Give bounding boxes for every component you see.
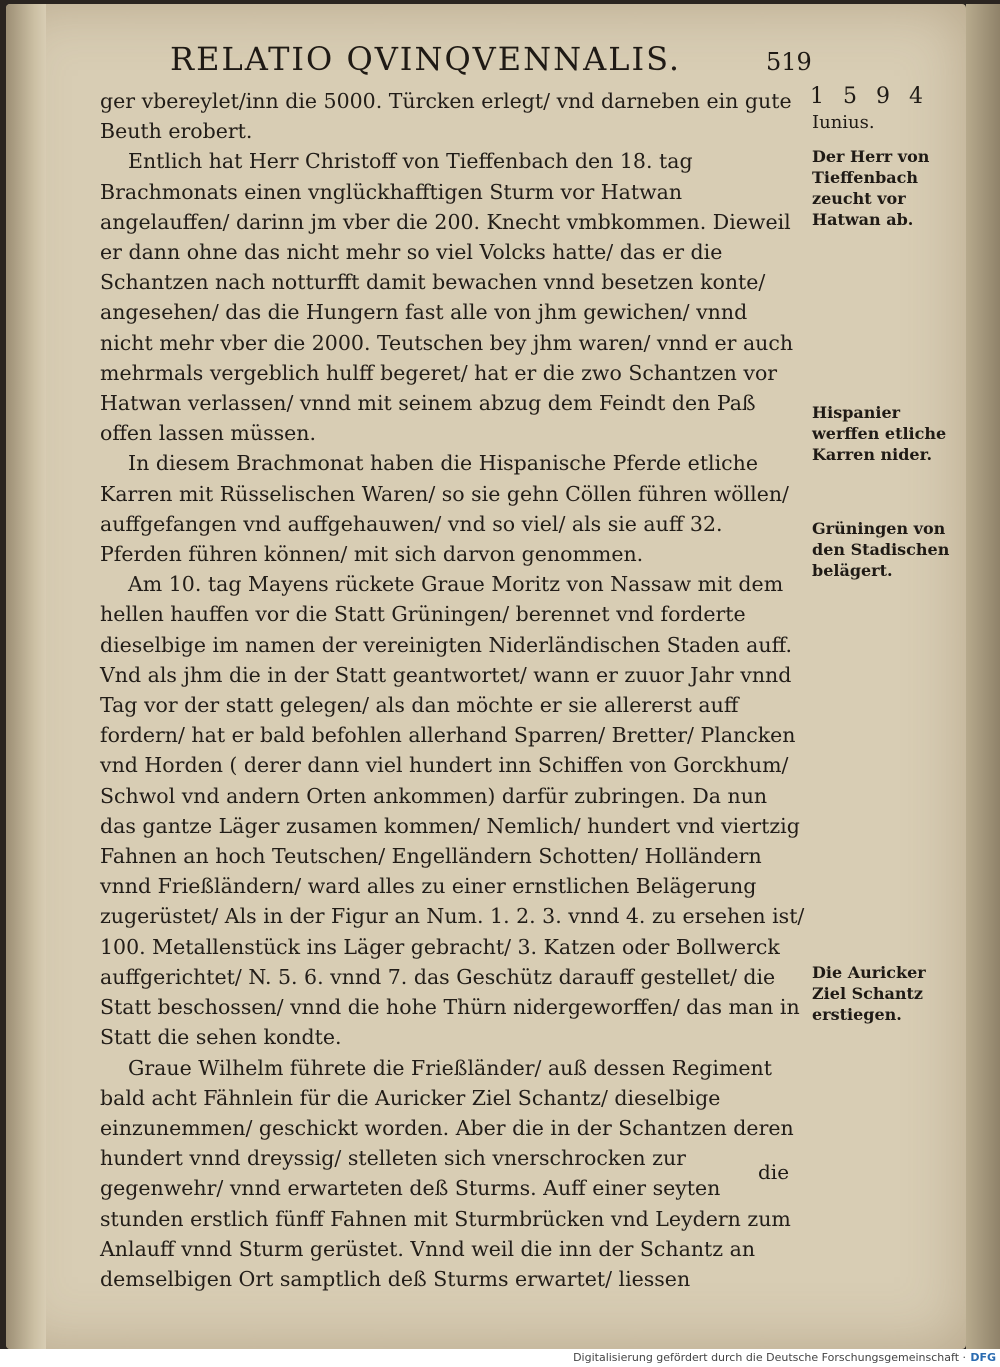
footer-credit: Digitalisierung gefördert durch die Deutsche Forschungsgemeinschaft · bbox=[573, 1351, 966, 1364]
page-number: 519 bbox=[766, 48, 812, 76]
margin-note-auricker: Die Auricker Ziel Schantz erstiegen. bbox=[812, 963, 926, 1024]
paragraph-1: ger vbereylet/inn die 5000. Türcken erlegt/ vnd darneben ein gute Beuth erobert. bbox=[100, 89, 792, 144]
paragraph-5: Graue Wilhelm führete die Frießländer/ auß dessen Regiment bald acht Fähnlein für die Auricker Ziel Schantz/ dieselbige einzunemmen/ geschickt worden. Aber die in der Schantzen deren hundert vnnd dreyssig/ stelleten sich vnerschrocken zur gegenwehr/ vnnd erwarteten deß Sturms. Auff einer seyten stunden erstlich fünff Fahnen mit Sturmbrücken vnd Leydern zum Anlauff vnnd Sturm gerüstet. Vnnd weil die inn der Schantz an demselbigen Ort samptlich deß Sturms erwartet/ liessen bbox=[100, 1055, 794, 1291]
margin-note-tieffenbach: Der Herr von Tieffenbach zeucht vor Hatwan ab. bbox=[812, 147, 930, 229]
margin-note-hispanier: Hispanier werffen etliche Karren nider. bbox=[812, 403, 947, 464]
paragraph-4: Am 10. tag Mayens rückete Graue Moritz von Nassaw mit dem hellen hauffen vor die Statt Grüningen/ berennet vnd forderte dieselbige im namen der vereinigten Niderländischen Staden auff. Vnd als jhm die in der Statt geantwortet/ wann er zuuor Jahr vnnd Tag vor der statt gelegen/ als dan möchte er sie allererst auff fordern/ hat er bald befohlen allerhand Sparren/ Bretter/ Plancken vnd Horden ( derer dann viel hundert inn Schiffen von Gorckhum/ Schwol vnd andern Orten ankommen) darfür zubringen. Da nun das gantze Läger zusamen kommen/ Nemlich/ hundert vnd viertzig Fahnen an hoch Teutschen/ Engelländern Schotten/ Holländern vnnd Frießländern/ ward alles zu einer ernstlichen Belägerung zugerüstet/ Als in der Figur an Num. 1. 2. 3. vnnd 4. zu ersehen ist/ 100. Metallenstück ins Läger gebracht/ 3. Katzen oder Bollwerck auffgerichtet/ N. 5. 6. vnnd 7. das Geschütz darauff gestellet/ die Statt beschossen/ vnnd die hohe Thürn nidergeworffen/ das man in Statt die sehen kondte. bbox=[100, 572, 805, 1050]
margin-note-grueningen: Grüningen von den Stadischen belägert. bbox=[812, 519, 950, 580]
page-edge-right bbox=[966, 4, 1000, 1349]
page-gutter bbox=[6, 4, 46, 1349]
paragraph-3: In diesem Brachmonat haben die Hispanische Pferde etliche Karren mit Rüsselischen Waren/ so sie gehn Cöllen führen wöllen/ auffgefangen vnd auffgehauwen/ vnd so viel/ als sie auff 32. Pferden führen können/ mit sich darvon genommen. bbox=[100, 451, 789, 567]
paragraph-2: Entlich hat Herr Christoff von Tieffenbach den 18. tag Brachmonats einen vnglückhafftigen Sturm vor Hatwan angelauffen/ darinn jm vber die 200. Knecht vmbkommen. Dieweil er dann ohne das nicht mehr so viel Volcks hatte/ das er die Schantzen nach notturfft damit bewachen vnnd besetzen konte/ angesehen/ das die Hungern fast alle von jhm gewichen/ vnnd nicht mehr vber die 2000. Teutschen bey jhm waren/ vnnd er auch mehrmals vergeblich hulff begeret/ hat er die zwo Schantzen vor Hatwan verlassen/ vnnd mit seinem abzug dem Feindt den Paß offen lassen müssen. bbox=[100, 149, 794, 446]
margin-month: Iunius. bbox=[812, 112, 875, 133]
running-title: RELATIO QVINQVENNALIS. bbox=[170, 40, 682, 78]
catch-word: die bbox=[758, 1160, 790, 1184]
footer-bar bbox=[0, 1349, 1000, 1367]
dfg-logo: DFG bbox=[970, 1351, 996, 1364]
body-text bbox=[100, 86, 805, 1294]
margin-year: 1 5 9 4 bbox=[810, 84, 929, 109]
